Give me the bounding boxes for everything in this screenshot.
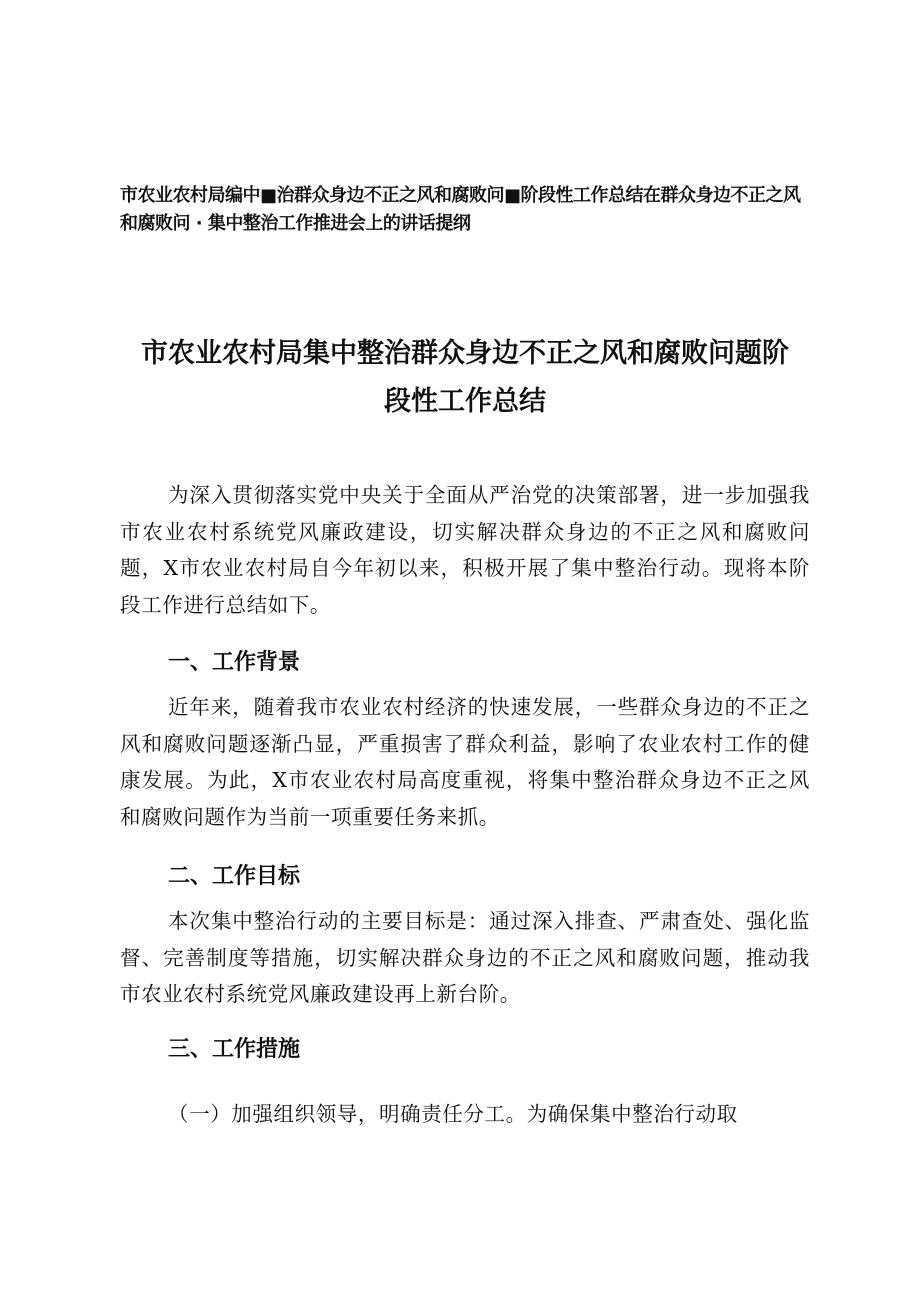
section-heading-background: 一、工作背景 (168, 650, 301, 675)
main-title (120, 330, 810, 426)
intro-paragraph: 为深入贯彻落实党中央关于全面从严治党的决策部署，进一步加强我市农业农村系统党风廉政建设，切实解决群众身边的不正之风和腐败问题，X市农业农村局自今年初以来，积极开展了集中整治行动。现将本阶段工作进行总结如下。 (120, 483, 810, 617)
section-heading-measures: 三、工作措施 (168, 1037, 301, 1062)
section-paragraph-goals: 本次集中整治行动的主要目标是：通过深入排查、严肃查处、强化监督、完善制度等措施，切实解决群众身边的不正之风和腐败问题，推动我市农业农村系统党风廉政建设再上新台阶。 (120, 909, 810, 1006)
main-title-line-1: 市农业农村局集中整治群众身边不正之风和腐败问题阶 (141, 338, 789, 369)
section-heading-goals: 二、工作目标 (168, 864, 301, 889)
main-title-line-2: 段性工作总结 (384, 386, 546, 417)
section-paragraph-measures: （一）加强组织领导，明确责任分工。为确保集中整治行动取 (168, 1102, 738, 1126)
section-paragraph-background: 近年来，随着我市农业农村经济的快速发展，一些群众身边的不正之风和腐败问题逐渐凸显，严重损害了群众利益，影响了农业农村工作的健康发展。为此，X市农业农村局高度重视，将集中整治群众身边不正之风和腐败问题作为当前一项重要任务来抓。 (120, 695, 810, 829)
document-header-title: 市农业农村局编中■治群众身边不正之风和腐败问■阶段性工作总结在群众身边不正之风和腐败问 · 集中整治工作推进会上的讲话提纲 (120, 185, 801, 234)
